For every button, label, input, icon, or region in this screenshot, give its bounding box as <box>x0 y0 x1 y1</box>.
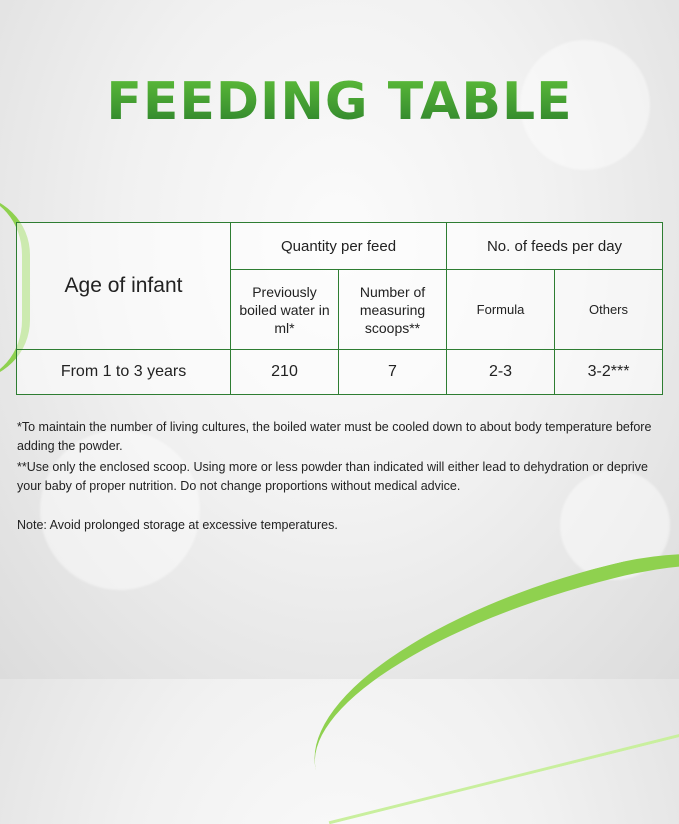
water-subheader: Previously boiled water in ml* <box>231 270 339 350</box>
bottom-ribbon-decoration <box>285 530 679 824</box>
page-title: FEEDING TABLE <box>0 72 679 132</box>
scoops-subheader: Number of measuring scoops** <box>339 270 447 350</box>
table-row <box>17 350 663 395</box>
quantity-header: Quantity per feed <box>231 223 447 270</box>
formula-subheader: Formula <box>447 270 555 350</box>
age-header: Age of infant <box>17 223 231 350</box>
scoops-cell: 7 <box>339 350 447 395</box>
water-cell: 210 <box>231 350 339 395</box>
footnote-water: *To maintain the number of living cultures, the boiled water must be cooled down to about body temperature before adding the powder. <box>17 420 652 453</box>
footnote-scoop: **Use only the enclosed scoop. Using more or less powder than indicated will either lead to dehydration or deprive your baby of proper nutrition. Do not change proportions without medical advice. <box>17 460 648 493</box>
formula-cell: 2-3 <box>447 350 555 395</box>
feeding-table <box>16 222 663 395</box>
feeds-header: No. of feeds per day <box>447 223 663 270</box>
others-subheader: Others <box>555 270 663 350</box>
storage-note: Note: Avoid prolonged storage at excessive temperatures. <box>17 518 338 532</box>
age-cell: From 1 to 3 years <box>17 350 231 395</box>
others-cell: 3-2*** <box>555 350 663 395</box>
